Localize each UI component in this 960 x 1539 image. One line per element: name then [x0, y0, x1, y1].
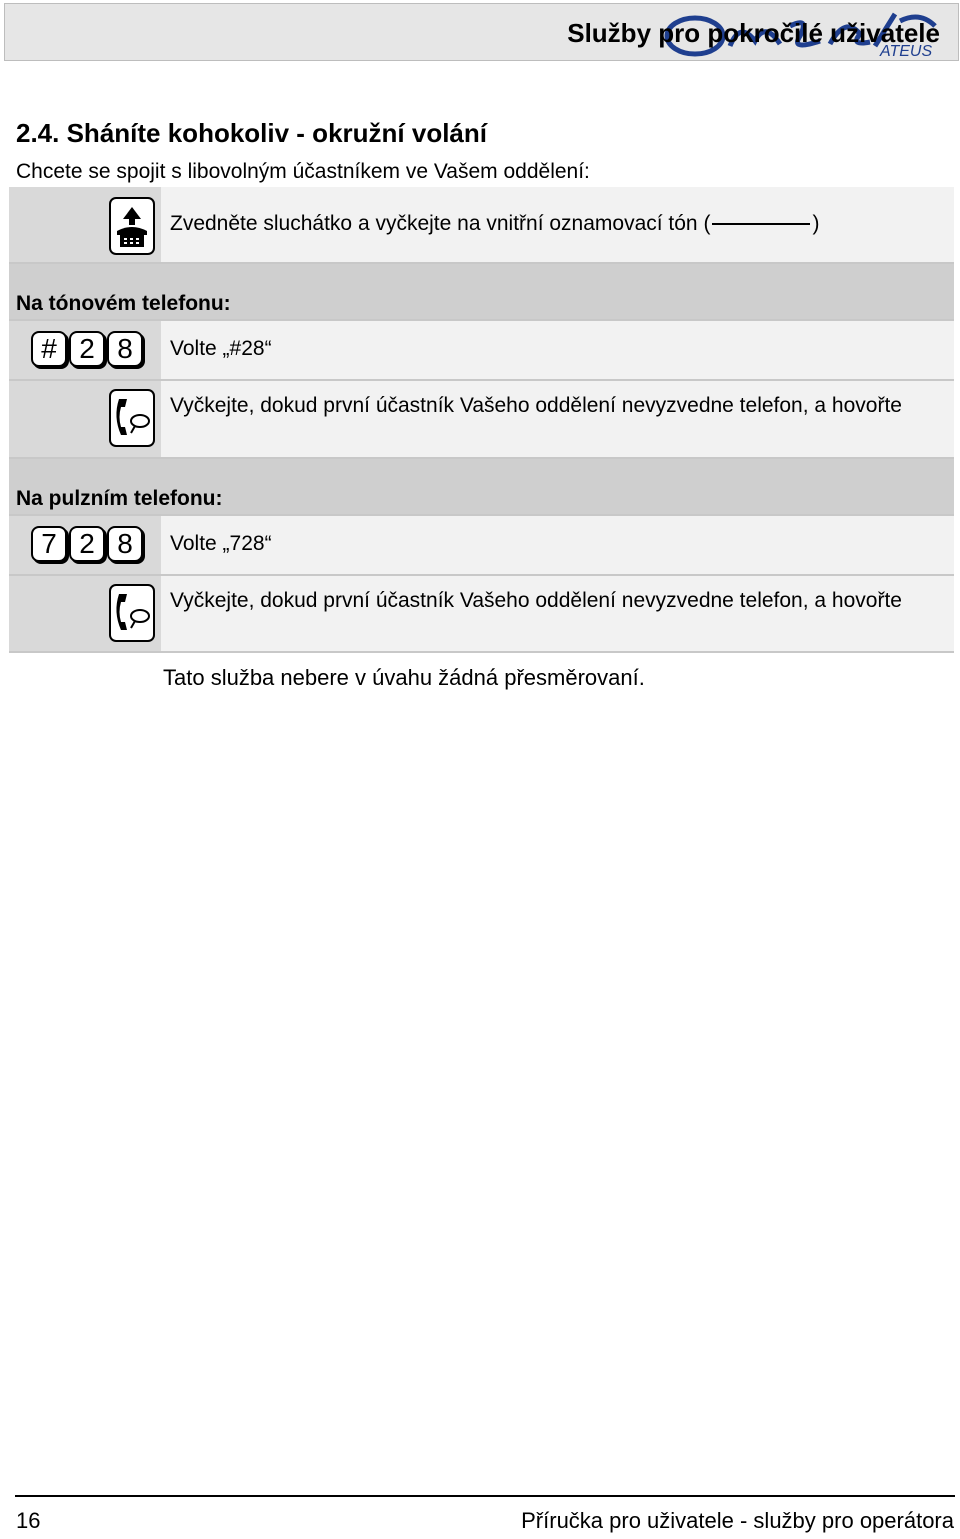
dial-tone-line	[712, 223, 810, 225]
header-title: Služby pro pokročilé uživatele	[567, 18, 940, 48]
key-7: 7	[31, 526, 67, 562]
tone-dial-text: Volte „#28“	[161, 321, 954, 379]
lift-handset-row	[9, 187, 954, 264]
tone-dial-row	[9, 321, 954, 381]
page-header	[4, 3, 959, 61]
footer-divider	[15, 1495, 955, 1497]
section-heading: 2.4. Sháníte kohokoliv - okružní volání	[16, 118, 487, 148]
key-hash: #	[31, 331, 67, 367]
key-2: 2	[69, 526, 105, 562]
pulse-keys	[31, 526, 143, 562]
pulse-wait-row	[9, 576, 954, 653]
key-8: 8	[107, 526, 143, 562]
footer-title: Příručka pro uživatele - služby pro operátora	[521, 1508, 954, 1533]
note-text: Tato služba nebere v úvahu žádná přesměrovaní.	[163, 665, 645, 690]
pulse-phone-heading: Na pulzním telefonu:	[9, 459, 954, 516]
intro-text: Chcete se spojit s libovolným účastníkem ve Vašem oddělení:	[16, 160, 590, 183]
tone-wait-text: Vyčkejte, dokud první účastník Vašeho oddělení nevyzvedne telefon, a hovořte	[161, 381, 954, 457]
handset-talk-icon	[109, 389, 155, 447]
key-8: 8	[107, 331, 143, 367]
logo-text: ATEUS	[880, 43, 933, 60]
pulse-dial-row	[9, 516, 954, 576]
pulse-dial-text: Volte „728“	[161, 516, 954, 574]
tone-keys	[31, 331, 143, 367]
tone-phone-heading: Na tónovém telefonu:	[9, 264, 954, 321]
key-2: 2	[69, 331, 105, 367]
pulse-wait-text: Vyčkejte, dokud první účastník Vašeho oddělení nevyzvedne telefon, a hovořte	[161, 576, 954, 651]
lift-instruction-end: )	[812, 212, 820, 235]
page-number: 16	[16, 1508, 41, 1533]
tone-wait-row	[9, 381, 954, 459]
phone-lift-icon	[109, 197, 155, 255]
handset-talk-icon	[109, 584, 155, 642]
lift-instruction: Zvedněte sluchátko a vyčkejte na vnitřní oznamovací tón (	[170, 212, 711, 235]
